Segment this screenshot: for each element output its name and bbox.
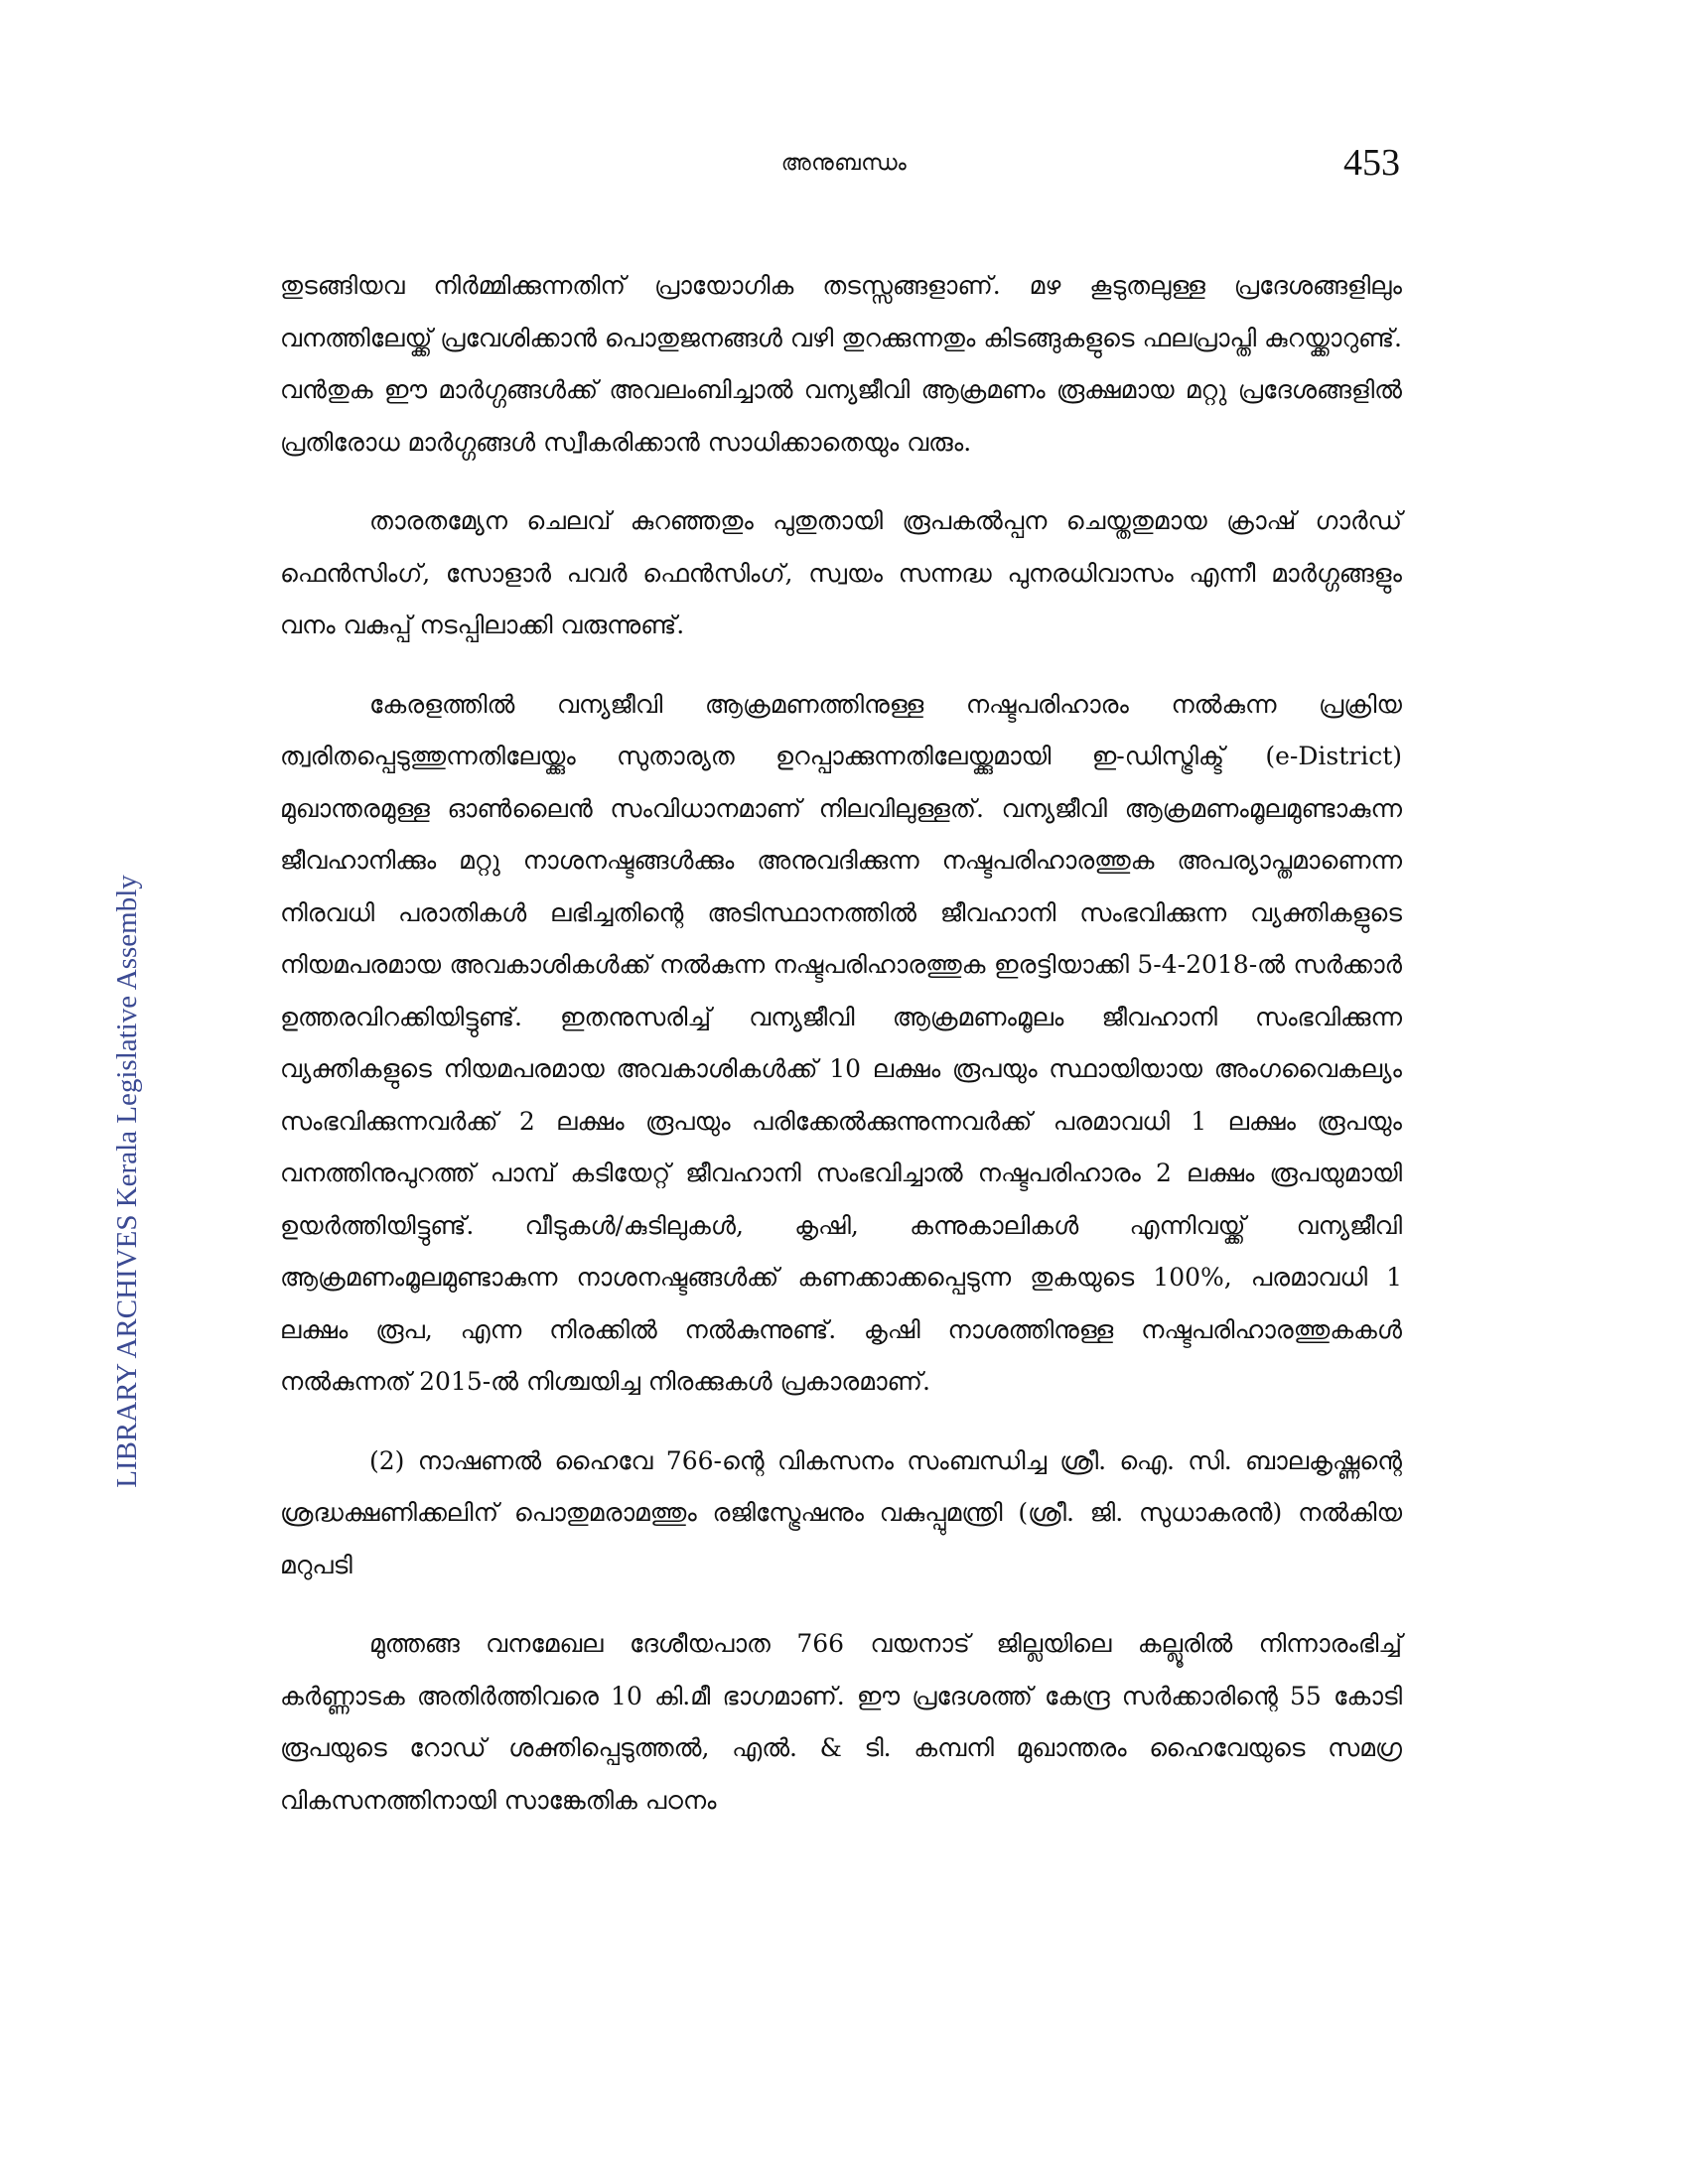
paragraph-muthanga-highway: മുത്തങ്ങ വനമേഖല ദേശീയപാത 766 വയനാട് ജില്ലയിലെ കല്ലൂരിൽ നിന്നാരംഭിച്ച് കർണ്ണാടക അതിർത്തിവരെ 10 കി.മീ ഭാഗമാണ്. ഈ പ്രദേശത്ത് കേന്ദ്ര സർക്കാരിന്റെ 55 കോടി രൂപയുടെ റോഡ് ശക്തിപ്പെടുത്തൽ, എൽ. & ടി. കമ്പനി മുഖാന്തരം ഹൈവേയുടെ സമഗ്ര വികസനത്തിനായി സാങ്കേതിക പഠനം [280, 1629, 1402, 1815]
running-header-title: അനുബന്ധം [780, 151, 908, 176]
section-heading-nh766: (2) നാഷണൽ ഹൈവേ 766-ന്റെ വികസനം സംബന്ധിച്ച ശ്രീ. ഐ. സി. ബാലകൃഷ്ണന്റെ ശ്രദ്ധക്ഷണിക്കലിന് പൊതുമരാമത്തും രജിസ്ട്രേഷനും വകുപ്പുമന്ത്രി (ശ്രീ. ജി. സുധാകരൻ) നൽകിയ മറുപടി [280, 1445, 1402, 1579]
paragraph-continuation: തുടങ്ങിയവ നിർമ്മിക്കുന്നതിന് പ്രായോഗിക തടസ്സങ്ങളാണ്. മഴ കൂടുതലുള്ള പ്രദേശങ്ങളിലും വനത്തിലേയ്ക്ക് പ്രവേശിക്കാൻ പൊതുജനങ്ങൾ വഴി തുറക്കുന്നതും കിടങ്ങുകളുടെ ഫലപ്രാപ്തി കുറയ്ക്കാറുണ്ട്. വൻതുക ഈ മാർഗ്ഗങ്ങൾക്ക് അവലംബിച്ചാൽ വന്യജീവി ആക്രമണം രൂക്ഷമായ മറ്റു പ്രദേശങ്ങളിൽ പ്രതിരോധ മാർഗ്ഗങ്ങൾ സ്വീകരിക്കാൻ സാധിക്കാതെയും വരും. [280, 271, 1402, 457]
body-text [280, 260, 1402, 1827]
paragraph-fencing-measures: താരതമ്യേന ചെലവ് കുറഞ്ഞതും പുതുതായി രൂപകൽപ്പന ചെയ്തതുമായ ക്രാഷ് ഗാർഡ് ഫെൻസിംഗ്, സോളാർ പവർ ഫെൻസിംഗ്, സ്വയം സന്നദ്ധ പുനരധിവാസം എന്നീ മാർഗ്ഗങ്ങളും വനം വകുപ്പ് നടപ്പിലാക്കി വരുന്നുണ്ട്. [280, 506, 1402, 639]
archive-watermark: LIBRARY ARCHIVES Kerala Legislative Assembly [111, 875, 143, 1488]
page-number: 453 [1343, 142, 1400, 184]
paragraph-compensation: കേരളത്തിൽ വന്യജീവി ആക്രമണത്തിനുള്ള നഷ്ടപരിഹാരം നൽകുന്ന പ്രക്രിയ ത്വരിതപ്പെടുത്തുന്നതിലേയ്ക്കും സുതാര്യത ഉറപ്പാക്കുന്നതിലേയ്ക്കുമായി ഇ-ഡിസ്ട്രിക്ട് (e-District) മുഖാന്തരമുള്ള ഓൺലൈൻ സംവിധാനമാണ് നിലവിലുള്ളത്. വന്യജീവി ആക്രമണംമൂലമുണ്ടാകുന്ന ജീവഹാനിക്കും മറ്റു നാശനഷ്ടങ്ങൾക്കും അനുവദിക്കുന്ന നഷ്ടപരിഹാരത്തുക അപര്യാപ്തമാണെന്ന നിരവധി പരാതികൾ ലഭിച്ചതിന്റെ അടിസ്ഥാനത്തിൽ ജീവഹാനി സംഭവിക്കുന്ന വ്യക്തികളുടെ നിയമപരമായ അവകാശികൾക്ക് നൽകുന്ന നഷ്ടപരിഹാരത്തുക ഇരട്ടിയാക്കി 5-4-2018-ൽ സർക്കാർ ഉത്തരവിറക്കിയിട്ടുണ്ട്. ഇതനുസരിച്ച് വന്യജീവി ആക്രമണംമൂലം ജീവഹാനി സംഭവിക്കുന്ന വ്യക്തികളുടെ നിയമപരമായ അവകാശികൾക്ക് 10 ലക്ഷം രൂപയും സ്ഥായിയായ അംഗവൈകല്യം സംഭവിക്കുന്നവർക്ക് 2 ലക്ഷം രൂപയും പരിക്കേൽക്കുന്നുന്നവർക്ക് പരമാവധി 1 ലക്ഷം രൂപയും വനത്തിനുപുറത്ത് പാമ്പ് കടിയേറ്റ് ജീവഹാനി സംഭവിച്ചാൽ നഷ്ടപരിഹാരം 2 ലക്ഷം രൂപയുമായി ഉയർത്തിയിട്ടുണ്ട്. വീടുകൾ/കുടിലുകൾ, കൃഷി, കന്നുകാലികൾ എന്നിവയ്ക്ക് വന്യജീവി ആക്രമണംമൂലമുണ്ടാകുന്ന നാശനഷ്ടങ്ങൾക്ക് കണക്കാക്കപ്പെടുന്ന തുകയുടെ 100%, പരമാവധി 1 ലക്ഷം രൂപ, എന്ന നിരക്കിൽ നൽകുന്നുണ്ട്. കൃഷി നാശത്തിനുള്ള നഷ്ടപരിഹാരത്തുകകൾ നൽകുന്നത് 2015-ൽ നിശ്ചയിച്ച നിരക്കുകൾ പ്രകാരമാണ്. [280, 689, 1402, 1396]
